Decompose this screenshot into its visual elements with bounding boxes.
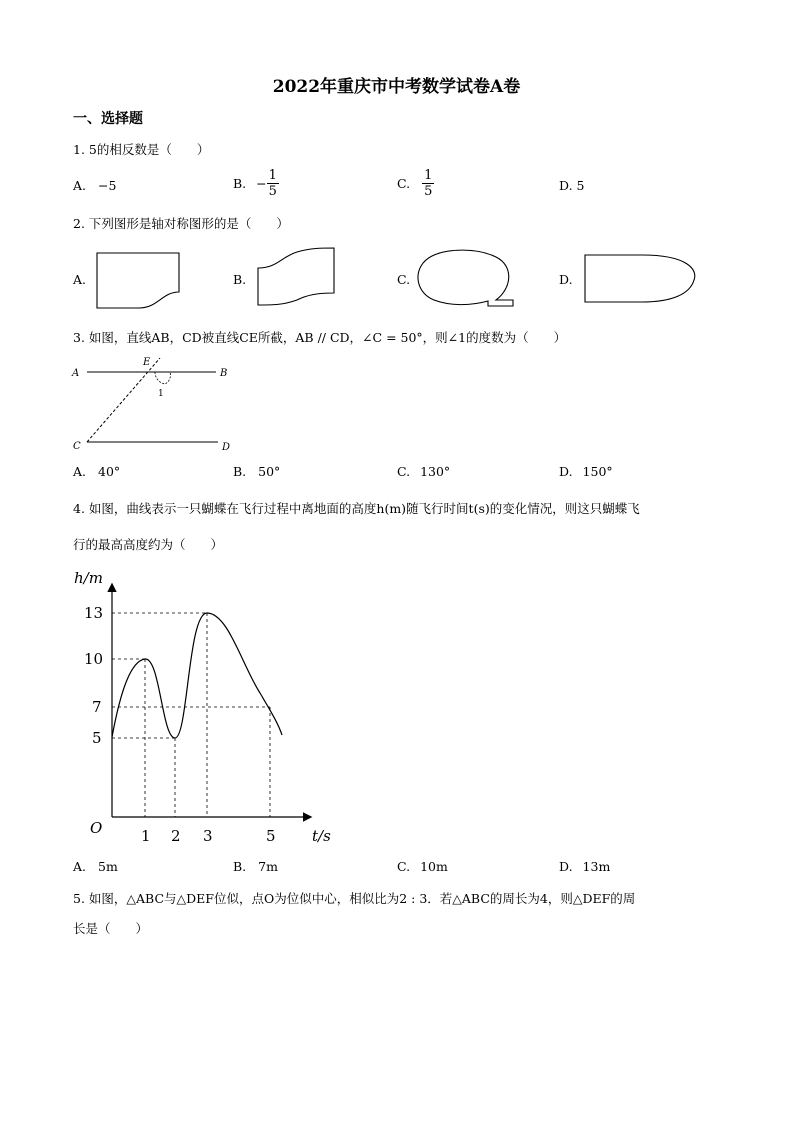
option-letter: C. bbox=[397, 859, 411, 874]
option-text: 10m bbox=[420, 859, 448, 874]
q4-stem-line1: 4. 如图，曲线表示一只蝴蝶在飞行过程中离地面的高度h(m)随飞行时间t(s)的变化情况，则这只蝴蝶飞 bbox=[73, 501, 640, 516]
option-text: 5m bbox=[98, 859, 118, 874]
x-tick-5: 5 bbox=[266, 827, 276, 845]
q2-shape-b bbox=[255, 243, 337, 308]
option-letter: D. bbox=[559, 178, 573, 193]
option-letter: B. bbox=[233, 859, 247, 874]
option-letter: B. bbox=[233, 176, 247, 191]
q2-shape-d bbox=[582, 252, 698, 306]
y-tick-7: 7 bbox=[92, 698, 102, 716]
q1-option-b bbox=[233, 168, 279, 199]
q4-graph bbox=[70, 565, 350, 850]
label-angle-1: 1 bbox=[158, 389, 164, 399]
label-e: E bbox=[143, 357, 151, 368]
q4-option-b bbox=[233, 859, 278, 874]
q3-option-c bbox=[397, 464, 450, 479]
fraction bbox=[267, 168, 279, 199]
q3-option-a bbox=[73, 464, 120, 479]
origin-label: O bbox=[90, 819, 103, 837]
y-tick-13: 13 bbox=[84, 604, 104, 622]
option-letter: A. bbox=[73, 464, 87, 479]
q4-option-c bbox=[397, 859, 448, 874]
q3-stem: 3. 如图，直线AB，CD被直线CE所截，AB // CD，∠C = 50°，则∠1的度数为（ ） bbox=[73, 330, 567, 345]
flight-curve bbox=[112, 613, 282, 738]
label-b: B bbox=[220, 368, 228, 379]
q1-stem: 1. 5的相反数是（ ） bbox=[73, 142, 210, 157]
q5-stem-line1: 5. 如图，△ABC与△DEF位似，点O为位似中心，相似比为2 : 3．若△ABC的周长为4，则△DEF的周 bbox=[73, 891, 636, 906]
option-letter: A. bbox=[73, 178, 87, 193]
q2-option-b-label: B. bbox=[233, 272, 247, 287]
option-text: 150° bbox=[582, 464, 613, 479]
option-text: −5 bbox=[98, 178, 117, 193]
denominator: 5 bbox=[268, 184, 277, 199]
q3-option-d bbox=[559, 464, 613, 479]
q5-stem-line2: 长是（ ） bbox=[73, 921, 149, 936]
x-axis-label: t/s bbox=[312, 827, 331, 845]
angle-1-arc bbox=[155, 372, 170, 384]
q1-option-d bbox=[559, 178, 585, 193]
option-letter: C. bbox=[397, 464, 411, 479]
q1-option-c bbox=[397, 168, 434, 199]
q3-option-b bbox=[233, 464, 280, 479]
line-ce bbox=[87, 358, 160, 442]
y-axis-label: h/m bbox=[74, 569, 103, 587]
label-d: D bbox=[222, 442, 231, 453]
section-heading: 一、选择题 bbox=[73, 111, 143, 127]
x-tick-3: 3 bbox=[203, 827, 213, 845]
q3-figure bbox=[68, 354, 238, 454]
q2-stem: 2. 下列图形是轴对称图形的是（ ） bbox=[73, 216, 289, 231]
q1-option-a bbox=[73, 178, 116, 193]
page-title: 2022年重庆市中考数学试卷A卷 bbox=[272, 77, 521, 97]
option-letter: D. bbox=[559, 859, 573, 874]
option-text: 40° bbox=[98, 464, 121, 479]
option-text: 13m bbox=[582, 859, 611, 874]
option-text: 5 bbox=[576, 178, 585, 193]
q2-shape-a bbox=[94, 250, 184, 312]
x-tick-2: 2 bbox=[171, 827, 181, 845]
q4-option-a bbox=[73, 859, 118, 874]
reference-lines bbox=[112, 613, 270, 817]
label-a: A bbox=[72, 368, 80, 379]
numerator: 1 bbox=[268, 168, 277, 183]
y-tick-10: 10 bbox=[84, 650, 104, 668]
label-c: C bbox=[73, 441, 81, 452]
option-letter: C. bbox=[397, 176, 411, 191]
denominator: 5 bbox=[424, 184, 433, 199]
q2-option-a-label: A. bbox=[73, 272, 87, 287]
x-tick-1: 1 bbox=[141, 827, 151, 845]
option-letter: D. bbox=[559, 464, 573, 479]
q2-option-d-label: D. bbox=[559, 272, 573, 287]
option-sign: − bbox=[256, 176, 267, 191]
q2-shape-c bbox=[416, 246, 516, 310]
option-text: 130° bbox=[420, 464, 451, 479]
q2-option-c-label: C. bbox=[397, 272, 411, 287]
fraction bbox=[422, 168, 434, 199]
option-letter: A. bbox=[73, 859, 87, 874]
q4-option-d bbox=[559, 859, 610, 874]
option-text: 50° bbox=[258, 464, 281, 479]
option-text: 7m bbox=[258, 859, 278, 874]
option-letter: B. bbox=[233, 464, 247, 479]
y-tick-5: 5 bbox=[92, 729, 102, 747]
numerator: 1 bbox=[424, 168, 433, 183]
q4-stem-line2: 行的最高高度约为（ ） bbox=[73, 537, 224, 552]
